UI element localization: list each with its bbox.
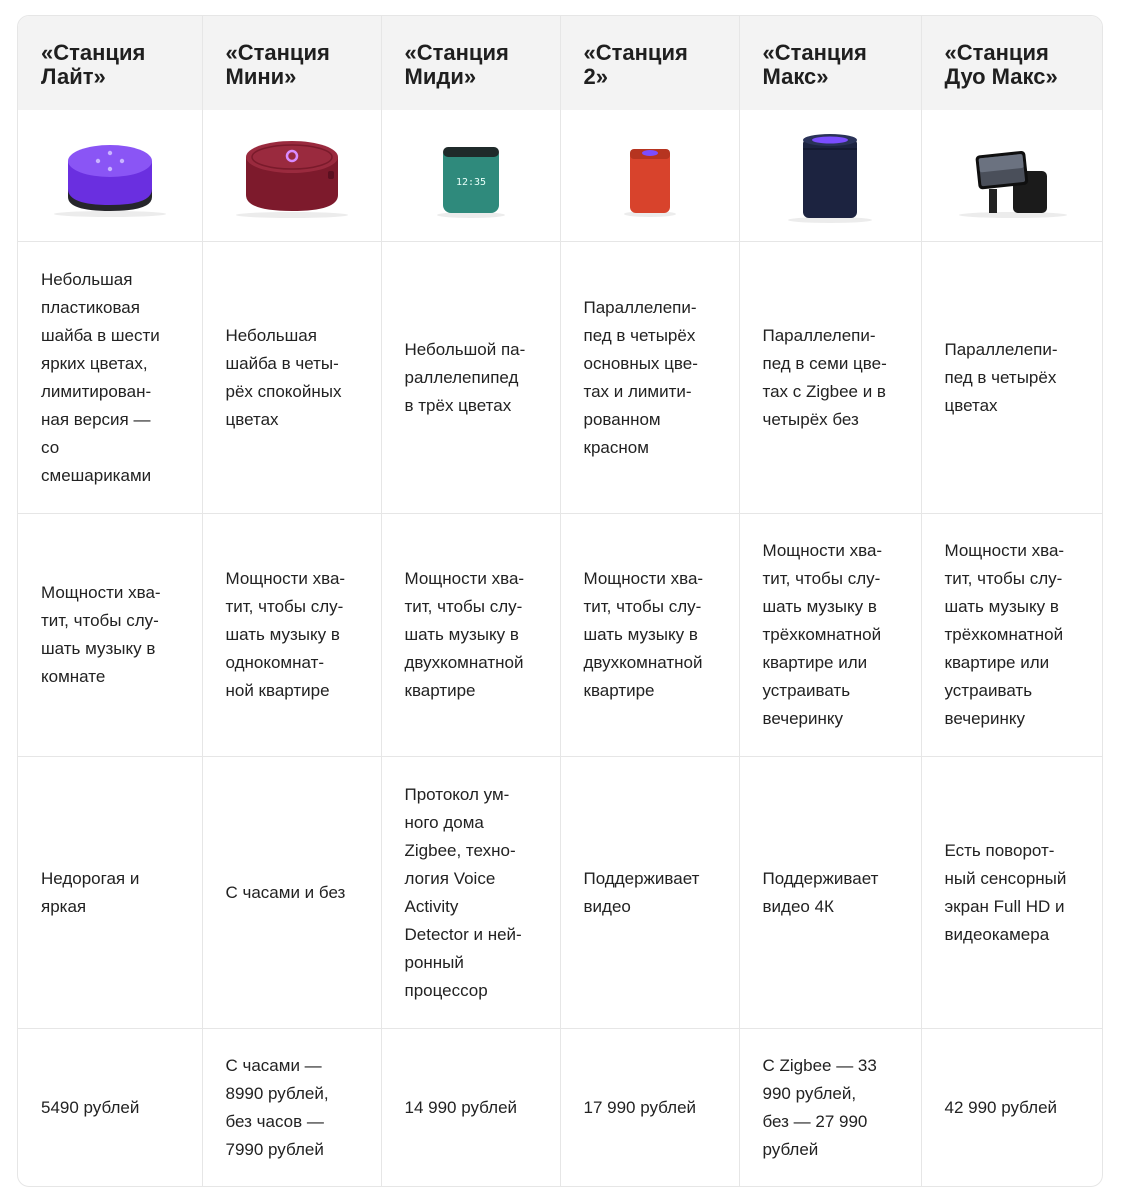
column-header-max [739, 16, 921, 110]
power-cell [560, 514, 739, 757]
column-header-label: «Станция Миди» [404, 40, 509, 89]
power-text: Мощности хва- тит, чтобы слу- шать музыку в двухкомнатной квартире [583, 569, 704, 700]
power-text: Мощности хва- тит, чтобы слу- шать музыку в однокомнат- ной квартире [225, 569, 346, 700]
price-cell [739, 1029, 921, 1188]
price-cell [202, 1029, 381, 1188]
column-header-duo-max [921, 16, 1103, 110]
price-text: 5490 рублей [41, 1098, 140, 1118]
features-cell [381, 757, 560, 1029]
description-text: Параллелепи- пед в четырёх основных цве- тах и лимити- рованном красном [583, 297, 698, 457]
description-cell [560, 242, 739, 514]
column-header-label: «Станция Лайт» [41, 40, 146, 89]
description-text: Параллелепи- пед в семи цве- тах с Zigbee и в четырёх без [762, 325, 887, 429]
features-cell [560, 757, 739, 1029]
header-row [18, 16, 1103, 110]
image-cell [381, 110, 560, 242]
power-cell [18, 514, 202, 757]
description-cell [18, 242, 202, 514]
features-cell [739, 757, 921, 1029]
station-mini-speaker-icon [232, 131, 352, 221]
power-cell [739, 514, 921, 757]
power-cell [202, 514, 381, 757]
image-row [18, 110, 1103, 242]
features-text: С часами и без [225, 882, 346, 902]
image-cell [739, 110, 921, 242]
image-cell [202, 110, 381, 242]
column-header-midi [381, 16, 560, 110]
power-cell [381, 514, 560, 757]
features-text: Недорогая и яркая [41, 868, 140, 916]
column-header-station-2 [560, 16, 739, 110]
description-text: Параллелепи- пед в четырёх цветах [944, 339, 1058, 415]
power-row [18, 514, 1103, 757]
price-text: 42 990 рублей [944, 1098, 1058, 1118]
column-header-lite [18, 16, 202, 110]
price-text: С часами — 8990 рублей, без часов — 7990 рублей [225, 1056, 329, 1160]
features-text: Поддерживает видео 4К [762, 868, 879, 916]
comparison-table-container [17, 15, 1103, 1187]
price-cell [18, 1029, 202, 1188]
features-row [18, 757, 1103, 1029]
description-cell [921, 242, 1103, 514]
power-text: Мощности хва- тит, чтобы слу- шать музыку в трёхкомнатной квартире или устраивать вечеринку [944, 541, 1065, 728]
price-row [18, 1029, 1103, 1188]
features-text: Есть поворот- ный сенсорный экран Full HD и видеокамера [944, 840, 1067, 944]
price-text: С Zigbee — 33 990 рублей, без — 27 990 рублей [762, 1056, 877, 1160]
price-cell [921, 1029, 1103, 1188]
description-row [18, 242, 1103, 514]
station-lite-speaker-icon [50, 131, 170, 221]
column-header-label: «Станция Дуо Макс» [944, 40, 1058, 89]
power-cell [921, 514, 1103, 757]
column-header-label: «Станция Мини» [225, 40, 330, 89]
features-cell [921, 757, 1103, 1029]
svg-text:12:35: 12:35 [455, 176, 486, 188]
column-header-label: «Станция 2» [583, 40, 688, 89]
description-text: Небольшая шайба в четы- рёх спокойных цветах [225, 325, 342, 429]
features-text: Поддерживает видео [583, 868, 700, 916]
features-cell [202, 757, 381, 1029]
image-cell [560, 110, 739, 242]
description-cell [739, 242, 921, 514]
features-cell [18, 757, 202, 1029]
image-cell [18, 110, 202, 242]
description-cell [381, 242, 560, 514]
column-header-mini [202, 16, 381, 110]
station-midi-speaker-icon [421, 131, 521, 221]
power-text: Мощности хва- тит, чтобы слу- шать музыку в трёхкомнатной квартире или устраивать вечеринку [762, 541, 883, 728]
description-text: Небольшая пластиковая шайба в шести ярких цветах, лимитирован- ная версия — со смешариками [41, 269, 160, 485]
power-text: Мощности хва- тит, чтобы слу- шать музыку в комнате [41, 583, 161, 686]
features-text: Протокол ум- ного дома Zigbee, техно- логия Voice Activity Detector и ней- ронный процессор [404, 784, 522, 1000]
station-duo-max-speaker-icon [953, 131, 1073, 221]
image-cell [921, 110, 1103, 242]
price-cell [381, 1029, 560, 1188]
station-max-speaker-icon [775, 126, 885, 226]
price-text: 14 990 рублей [404, 1098, 518, 1118]
description-cell [202, 242, 381, 514]
price-cell [560, 1029, 739, 1188]
power-text: Мощности хва- тит, чтобы слу- шать музыку в двухкомнатной квартире [404, 569, 525, 700]
price-text: 17 990 рублей [583, 1098, 697, 1118]
description-text: Небольшой па- раллелепипед в трёх цветах [404, 339, 526, 415]
station-comparison-table [18, 16, 1103, 1187]
station-2-speaker-icon [605, 131, 695, 221]
column-header-label: «Станция Макс» [762, 40, 867, 89]
